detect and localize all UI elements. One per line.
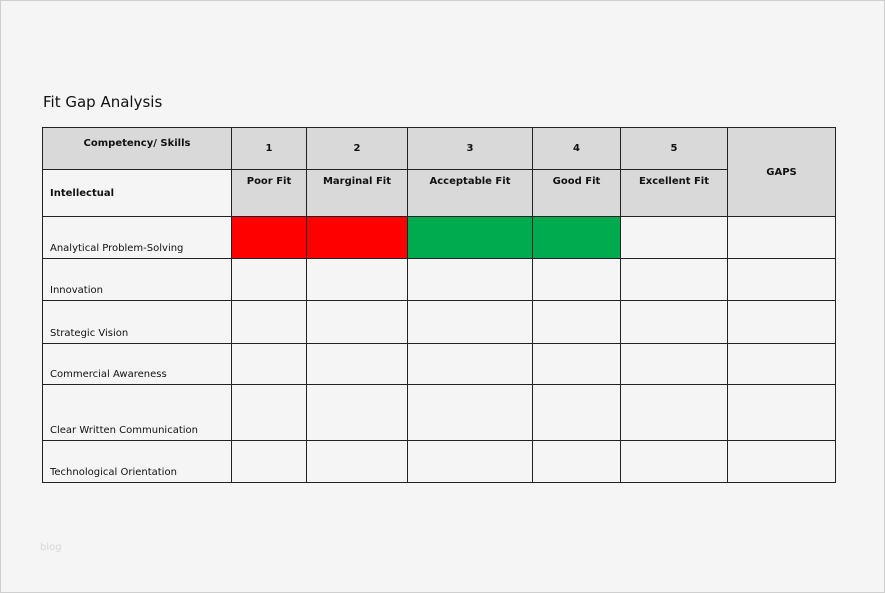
page-title: Fit Gap Analysis xyxy=(43,93,163,111)
rating-cell-3 xyxy=(408,441,533,483)
gaps-cell xyxy=(728,441,836,483)
skill-label: Analytical Problem-Solving xyxy=(43,217,232,259)
gaps-cell xyxy=(728,217,836,259)
rating-cell-5 xyxy=(621,441,728,483)
table-row xyxy=(43,217,836,259)
rating-cell-3 xyxy=(408,301,533,344)
rating-cell-2 xyxy=(307,441,408,483)
table-row xyxy=(43,259,836,301)
header-scale-label-5: Excellent Fit xyxy=(621,170,728,217)
watermark-text: blog xyxy=(40,542,62,553)
rating-cell-2 xyxy=(307,344,408,385)
header-scale-label-2: Marginal Fit xyxy=(307,170,408,217)
rating-cell-1 xyxy=(232,259,307,301)
rating-cell-2 xyxy=(307,259,408,301)
rating-cell-4 xyxy=(533,385,621,441)
header-scale-label-3: Acceptable Fit xyxy=(408,170,533,217)
gaps-cell xyxy=(728,344,836,385)
table-row xyxy=(43,301,836,344)
rating-cell-2 xyxy=(307,301,408,344)
rating-cell-5 xyxy=(621,301,728,344)
fit-gap-table xyxy=(42,127,836,483)
header-scale-number-3: 3 xyxy=(408,128,533,170)
gaps-cell xyxy=(728,385,836,441)
skill-label: Clear Written Communication xyxy=(43,385,232,441)
rating-cell-3 xyxy=(408,217,533,259)
rating-cell-5 xyxy=(621,385,728,441)
header-competency-skills: Competency/ Skills xyxy=(43,128,232,170)
header-scale-number-1: 1 xyxy=(232,128,307,170)
header-gaps: GAPS xyxy=(728,128,836,217)
rating-cell-4 xyxy=(533,344,621,385)
header-scale-label-4: Good Fit xyxy=(533,170,621,217)
table-row xyxy=(43,441,836,483)
rating-cell-5 xyxy=(621,344,728,385)
rating-cell-1 xyxy=(232,441,307,483)
skill-label: Strategic Vision xyxy=(43,301,232,344)
rating-cell-3 xyxy=(408,259,533,301)
skill-rows xyxy=(43,217,836,483)
rating-cell-3 xyxy=(408,344,533,385)
table-row xyxy=(43,344,836,385)
rating-cell-1 xyxy=(232,344,307,385)
rating-cell-4 xyxy=(533,217,621,259)
rating-cell-4 xyxy=(533,259,621,301)
rating-cell-1 xyxy=(232,301,307,344)
header-scale-label-1: Poor Fit xyxy=(232,170,307,217)
rating-cell-1 xyxy=(232,385,307,441)
header-scale-number-2: 2 xyxy=(307,128,408,170)
rating-cell-5 xyxy=(621,217,728,259)
rating-cell-5 xyxy=(621,259,728,301)
header-category-intellectual: Intellectual xyxy=(43,170,232,217)
rating-cell-2 xyxy=(307,385,408,441)
rating-cell-3 xyxy=(408,385,533,441)
table-row xyxy=(43,385,836,441)
header-scale-number-4: 4 xyxy=(533,128,621,170)
rating-cell-1 xyxy=(232,217,307,259)
skill-label: Commercial Awareness xyxy=(43,344,232,385)
skill-label: Innovation xyxy=(43,259,232,301)
gaps-cell xyxy=(728,301,836,344)
skill-label: Technological Orientation xyxy=(43,441,232,483)
rating-cell-2 xyxy=(307,217,408,259)
rating-cell-4 xyxy=(533,301,621,344)
rating-cell-4 xyxy=(533,441,621,483)
header-scale-number-5: 5 xyxy=(621,128,728,170)
gaps-cell xyxy=(728,259,836,301)
